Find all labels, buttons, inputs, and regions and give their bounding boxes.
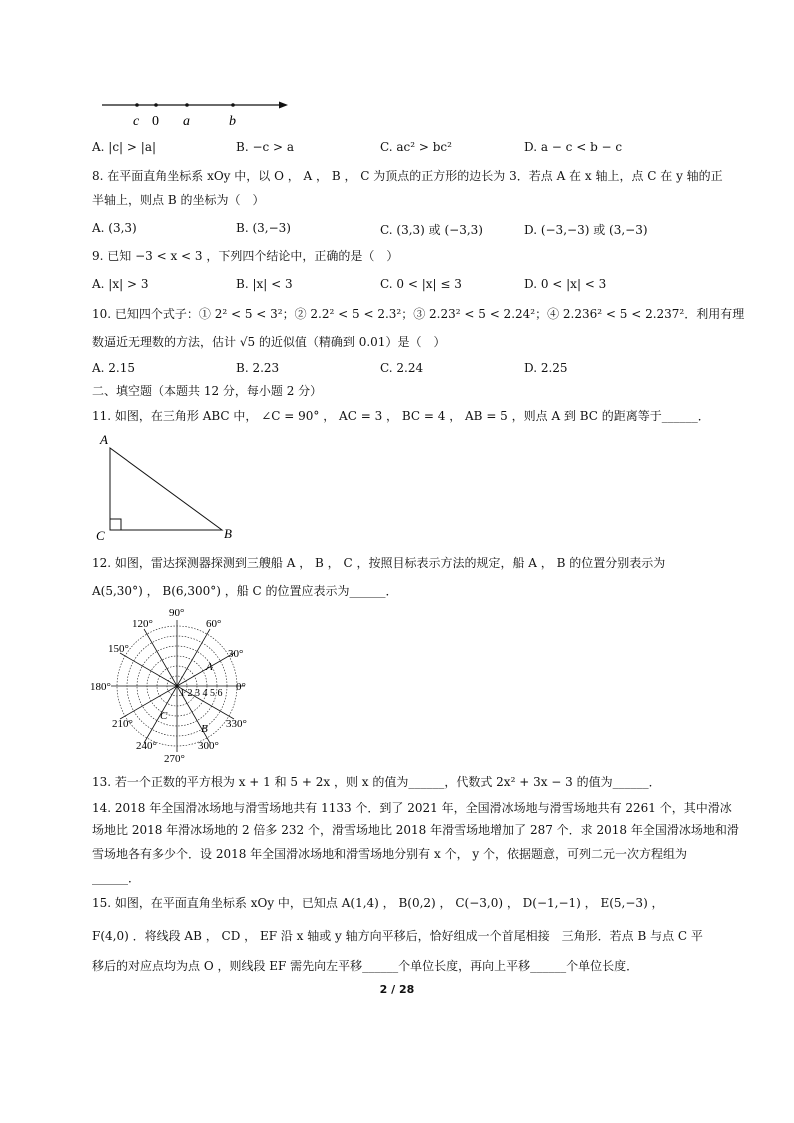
q10-stem-line2: 数逼近无理数的方法，估计 √5 的近似值（精确到 0.01）是（ ） <box>92 335 446 349</box>
radar-point-b: B <box>201 723 208 735</box>
radar-angle-240: 240° <box>136 740 157 752</box>
radar-angle-330: 330° <box>226 718 247 730</box>
q10-stem-line1: 10. 已知四个式子：① 2² < 5 < 3²；② 2.2² < 5 < 2.3²；③ 2.23² < 5 < 2.24²；④ 2.236² < 5 < 2.237²．利用有理 <box>92 307 745 321</box>
q8-stem-line1: 8. 在平面直角坐标系 xOy 中，以 O ， A ， B ， C 为顶点的正方形的边长为 3．若点 A 在 x 轴上，点 C 在 y 轴的正 <box>92 169 723 183</box>
q12-radar-figure <box>90 606 260 764</box>
q10-option-b: B. 2.23 <box>236 361 280 375</box>
q7-option-a: A. |c| > |a| <box>92 140 157 154</box>
q10-option-d: D. 2.25 <box>524 361 568 375</box>
q7-option-d: D. a − c < b − c <box>524 140 623 154</box>
q8-option-a: A. (3,3) <box>92 221 137 235</box>
radar-point-c: C <box>160 710 168 722</box>
q11-label-c: C <box>96 528 105 542</box>
numberline-label-b: b <box>229 114 236 129</box>
numberline-label-c: c <box>133 114 140 129</box>
radar-angle-30: 30° <box>228 648 244 660</box>
numberline-label-0: 0 <box>152 114 159 129</box>
q9-stem: 9. 已知 −3 < x < 3 ，下列四个结论中，正确的是（ ） <box>92 249 399 263</box>
q9-option-b: B. |x| < 3 <box>236 277 293 291</box>
q15-line2: F(4,0) ．将线段 AB ， CD ， EF 沿 x 轴或 y 轴方向平移后，恰好组成一个首尾相接 三角形．若点 B 与点 C 平 <box>92 929 703 943</box>
radar-ring-numbers: 1 2 3 4 5 6 <box>180 688 223 699</box>
q10-option-c: C. 2.24 <box>380 361 424 375</box>
radar-angle-150: 150° <box>108 643 129 655</box>
q9-option-d: D. 0 < |x| < 3 <box>524 277 607 291</box>
q8-option-c: C. (3,3) 或 (−3,3) <box>380 223 483 237</box>
numberline-label-a: a <box>183 114 190 129</box>
q14-line1: 14. 2018 年全国滑冰场地与滑雪场地共有 1133 个．到了 2021 年，全国滑冰场地与滑雪场地共有 2261 个，其中滑冰 <box>92 801 732 815</box>
q11-label-b: B <box>224 526 232 541</box>
q11-stem: 11. 如图，在三角形 ABC 中， ∠C = 90° ， AC = 3 ， BC = 4 ， AB = 5 ，则点 A 到 BC 的距离等于______． <box>92 409 710 423</box>
number-line-figure <box>96 95 296 131</box>
q7-option-c: C. ac² > bc² <box>380 140 452 154</box>
section2-heading: 二、填空题（本题共 12 分，每小题 2 分） <box>92 384 323 398</box>
radar-angle-270: 270° <box>164 753 185 764</box>
q14-line2: 场地比 2018 年滑冰场地的 2 倍多 232 个，滑雪场地比 2018 年滑雪场地增加了 287 个．求 2018 年全国滑冰场地和滑 <box>92 823 739 837</box>
q15-line1: 15. 如图，在平面直角坐标系 xOy 中，已知点 A(1,4) ， B(0,2) ， C(−3,0) ， D(−1,−1) ， E(5,−3) ， <box>92 896 664 910</box>
q9-option-a: A. |x| > 3 <box>92 277 149 291</box>
q13-stem: 13. 若一个正数的平方根为 x + 1 和 5 + 2x ，则 x 的值为______，代数式 2x² + 3x − 3 的值为______． <box>92 775 661 789</box>
q14-line4: ______． <box>92 871 141 885</box>
q10-option-a: A. 2.15 <box>92 361 136 375</box>
radar-angle-90: 90° <box>169 607 185 619</box>
radar-angle-0: 0° <box>236 681 246 693</box>
q11-triangle-figure <box>94 430 244 542</box>
q11-label-a: A <box>100 432 108 447</box>
radar-angle-180: 180° <box>90 681 111 693</box>
q12-stem-line1: 12. 如图，雷达探测器探测到三艘船 A ， B ， C ，按照目标表示方法的规定，船 A ， B 的位置分别表示为 <box>92 556 666 570</box>
q8-stem-line2: 半轴上，则点 B 的坐标为（ ） <box>92 193 265 207</box>
q14-line3: 雪场地各有多少个．设 2018 年全国滑冰场地和滑雪场地分别有 x 个， y 个，依据题意，可列二元一次方程组为 <box>92 847 687 861</box>
radar-angle-60: 60° <box>206 618 222 630</box>
q8-option-d: D. (−3,−3) 或 (3,−3) <box>524 223 648 237</box>
radar-angle-300: 300° <box>198 740 219 752</box>
q9-option-c: C. 0 < |x| ≤ 3 <box>380 277 462 291</box>
q15-line3: 移后的对应点均为点 O ，则线段 EF 需先向左平移______个单位长度，再向上平移______个单位长度． <box>92 959 639 973</box>
q12-stem-line2: A(5,30°) ， B(6,300°) ，船 C 的位置应表示为______． <box>92 584 398 598</box>
radar-angle-120: 120° <box>132 618 153 630</box>
radar-axes <box>111 620 245 752</box>
page-number: 2 / 28 <box>379 983 415 996</box>
q8-option-b: B. (3,−3) <box>236 221 291 235</box>
radar-angle-210: 210° <box>112 718 133 730</box>
q7-option-b: B. −c > a <box>236 140 295 154</box>
radar-point-a: A <box>206 661 213 673</box>
